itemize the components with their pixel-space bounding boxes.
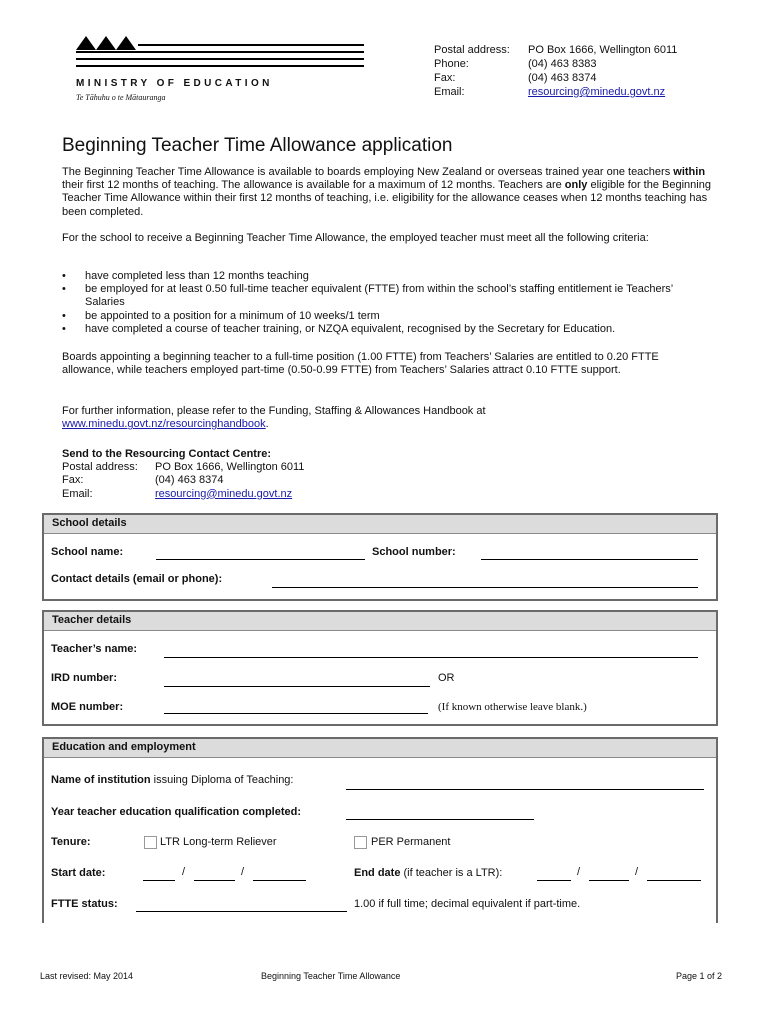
year-completed-label: Year teacher education qualification completed: xyxy=(51,806,302,818)
teacher-name-label: Teacher’s name: xyxy=(51,643,138,655)
or-label: OR xyxy=(438,672,455,684)
school-number-field[interactable] xyxy=(481,559,698,560)
logo-lines xyxy=(76,44,364,72)
ltr-label: LTR Long-term Reliever xyxy=(160,836,277,848)
contact-label: Fax: xyxy=(434,72,456,84)
list-item: • have completed less than 12 months teaching xyxy=(62,270,712,283)
page-title: Beginning Teacher Time Allowance application xyxy=(62,135,453,156)
footer-page-number: Page 1 of 2 xyxy=(676,971,723,981)
intro-emphasis: within xyxy=(673,166,706,178)
send-block xyxy=(62,448,712,501)
school-details-section xyxy=(42,513,718,601)
school-number-label: School number: xyxy=(372,546,456,558)
teacher-name-field[interactable] xyxy=(164,657,698,658)
list-item: • be appointed to a position for a minimum of 10 weeks/1 term xyxy=(62,310,712,323)
intro-text: The Beginning Teacher Time Allowance is available to boards employing New Zealand or overseas trained year one teachers xyxy=(62,166,674,178)
start-month-field[interactable] xyxy=(194,880,235,881)
education-section xyxy=(42,737,718,923)
intro-emphasis: only xyxy=(564,179,588,192)
ltr-checkbox[interactable] xyxy=(144,836,157,849)
institution-field[interactable] xyxy=(346,789,704,790)
end-year-field[interactable] xyxy=(647,880,701,881)
send-label: Fax: xyxy=(62,474,84,487)
section-header: Education and employment xyxy=(44,739,716,758)
end-date-label xyxy=(354,867,502,879)
ftte-status-label: FTTE status: xyxy=(51,898,118,910)
teacher-details-section xyxy=(42,610,718,726)
send-value: PO Box 1666, Wellington 6011 xyxy=(155,461,305,474)
end-day-field[interactable] xyxy=(537,880,571,881)
contact-label: Email: xyxy=(434,86,465,98)
header-email-link[interactable]: resourcing@minedu.govt.nz xyxy=(528,86,666,98)
intro-paragraph xyxy=(62,166,712,219)
moe-note: (If known otherwise leave blank.) xyxy=(438,701,587,713)
send-title: Send to the Resourcing Contact Centre: xyxy=(62,448,272,460)
ftte-status-field[interactable] xyxy=(136,911,347,912)
end-date-label-bold: End date xyxy=(354,867,401,879)
institution-label-rest: issuing Diploma of Teaching: xyxy=(150,774,294,786)
date-separator: / xyxy=(241,866,245,878)
send-email-link[interactable]: resourcing@minedu.govt.nz xyxy=(155,487,293,500)
ird-number-label: IRD number: xyxy=(51,672,117,684)
date-separator: / xyxy=(182,866,186,878)
contact-details-label: Contact details (email or phone): xyxy=(51,573,223,585)
contact-details-field[interactable] xyxy=(272,587,698,588)
header-contact xyxy=(434,43,677,99)
send-value: (04) 463 8374 xyxy=(155,474,224,487)
institution-label-bold: Name of institution xyxy=(51,774,151,786)
date-separator: / xyxy=(577,866,581,878)
further-info xyxy=(62,405,712,431)
school-name-field[interactable] xyxy=(156,559,365,560)
per-label: PER Permanent xyxy=(371,836,451,848)
handbook-link[interactable]: www.minedu.govt.nz/resourcinghandbook xyxy=(62,418,266,431)
contact-value: (04) 463 8383 xyxy=(528,58,597,70)
start-year-field[interactable] xyxy=(253,880,306,881)
section-header: School details xyxy=(44,515,716,534)
ftte-note: 1.00 if full time; decimal equivalent if part-time. xyxy=(354,898,581,910)
end-date-label-rest: (if teacher is a LTR): xyxy=(400,867,503,879)
footer-title: Beginning Teacher Time Allowance xyxy=(261,971,401,981)
maori-name: Te Tāhuhu o te Mātauranga xyxy=(76,93,166,102)
allowance-paragraph: Boards appointing a beginning teacher to a full-time position (1.00 FTTE) from Teachers’ Salaries are entitled to 0.20 FTTE allowance, while teachers employed part-time (0.50-0.99 FTTE) from Teachers’ Salaries attract 0.10 FTTE support. xyxy=(62,351,659,377)
footer-revised: Last revised: May 2014 xyxy=(40,971,134,981)
institution-label xyxy=(51,774,294,786)
year-completed-field[interactable] xyxy=(346,819,534,820)
list-item: • have completed a course of teacher training, or NZQA equivalent, recognised by the Secretary for Education. xyxy=(62,323,712,336)
intro-text: their first 12 months of teaching. The allowance is available for a maximum of 12 months. Teachers are xyxy=(62,179,565,192)
start-day-field[interactable] xyxy=(143,880,175,881)
intro-text: eligible for the Beginning Teacher Time Allowance within their first 12 months of teaching, i.e. eligibility for the allowance ceases when 12 months teaching has been completed. xyxy=(62,179,711,218)
end-month-field[interactable] xyxy=(589,880,629,881)
moe-number-label: MOE number: xyxy=(51,701,124,713)
send-label: Email: xyxy=(62,487,93,500)
ministry-name: MINISTRY OF EDUCATION xyxy=(76,78,273,89)
start-date-label: Start date: xyxy=(51,867,106,879)
further-info-text: For further information, please refer to the Funding, Staffing & Allowances Handbook at xyxy=(62,405,486,417)
contact-label: Phone: xyxy=(434,58,469,70)
moe-number-field[interactable] xyxy=(164,713,428,714)
send-label: Postal address: xyxy=(62,461,138,474)
section-header: Teacher details xyxy=(44,612,716,631)
criteria-list xyxy=(62,270,712,336)
further-info-period: . xyxy=(265,418,269,431)
contact-value: PO Box 1666, Wellington 6011 xyxy=(528,44,678,56)
contact-value: (04) 463 8374 xyxy=(528,72,597,84)
tenure-label: Tenure: xyxy=(51,836,91,848)
list-item: • be employed for at least 0.50 full-time teacher equivalent (FTTE) from within the school’s staffing entitlement ie Teachers’ Salaries xyxy=(62,283,712,309)
school-name-label: School name: xyxy=(51,546,124,558)
contact-label: Postal address: xyxy=(434,44,510,56)
per-checkbox[interactable] xyxy=(354,836,367,849)
date-separator: / xyxy=(635,866,639,878)
ird-number-field[interactable] xyxy=(164,686,430,687)
criteria-intro: For the school to receive a Beginning Teacher Time Allowance, the employed teacher must meet all the following criteria: xyxy=(62,232,649,244)
